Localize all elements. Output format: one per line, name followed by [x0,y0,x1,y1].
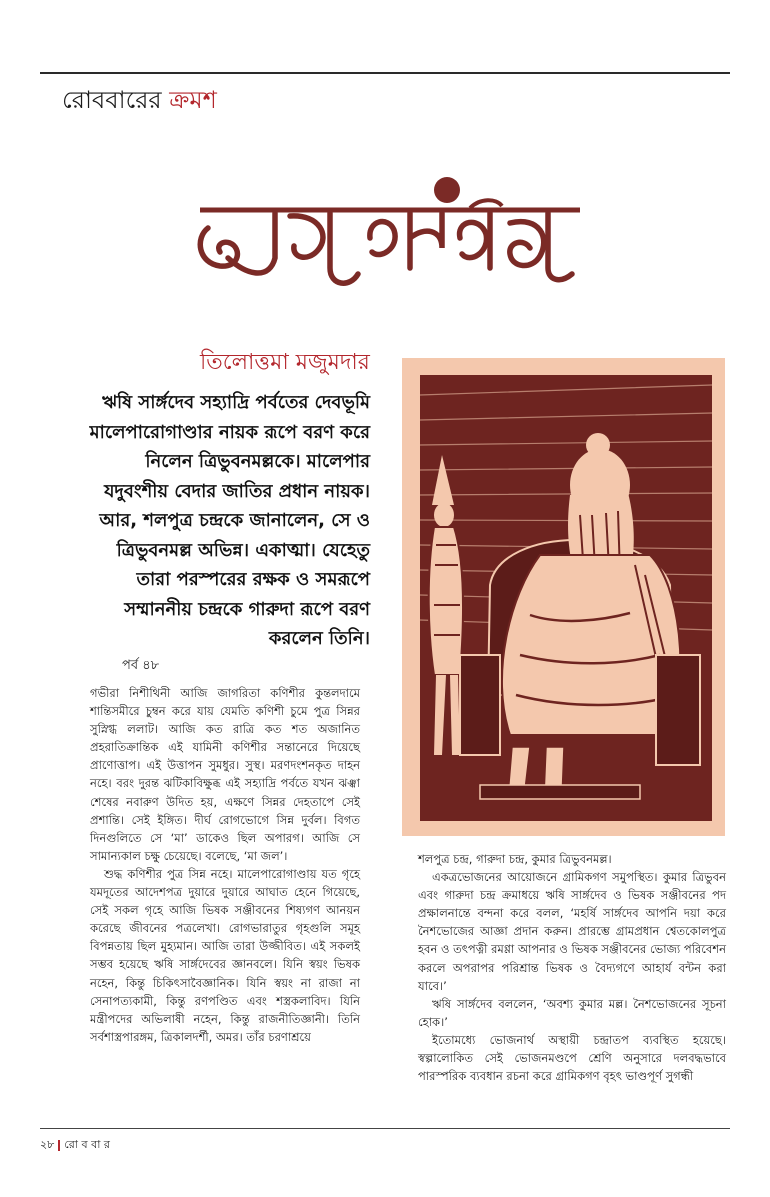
body-column-1 [90,684,360,1046]
intro-text: ঋষি সার্ঙ্গদেব সহ্যাদ্রি পর্বতের দেবভূমি মালেপারোগাণ্ডার নায়ক রূপে বরণ করে নিলেন ত্রিভুবনমল্লকে। মালেপার যদুবংশীয় বেদার জাতির প্রধান নায়ক। আর, শলপুত্র চন্দ্রকে জানালেন, সে ও ত্রিভুবনমল্ল অভিন্ন। একাত্মা। যেহেতু তারা পরস্পরের রক্ষক ও সমরূপে সম্মাননীয় চন্দ্রকে গারুদা রূপে বরণ করলেন তিনি। [89,392,370,649]
paragraph: একত্রভোজনের আয়োজনে গ্রামিকগণ সমুপস্থিত। কুমার ত্রিভুবন এবং গারুদা চন্দ্র ক্রমাধয়ে ঋষি সার্ঙ্গদেব ও ভিষক সঞ্জীবনের পদ প্রক্ষালনান্তে বন্দনা করে বলল, ‘মহর্ষি সার্ঙ্গদেব আপনি দয়া করে নৈশভোজের আজ্ঞা প্রদান করুন। প্রারম্ভে গ্রামপ্রধান শ্বেতকোলপুত্র হবন ও তৎপত্নী রমণ্ণা আপনার ও ভিষক সঞ্জীবনের ভোজ্য পরিবেশন করলে অপরাপর পরিশ্রান্ত ভিষক ও বৈদ্যগণে আহার্য বন্টন করা যাবে।’ [418,870,726,993]
paragraph: শুদ্ধ কণিশীর পুত্র সিন্ন নহে। মালেপারোগাণ্ডায় যত গৃহে যমদূতের আদেশপত্র দুয়ারে দুয়ারে আঘাত হেনে গিয়েছে, সেই সকল গৃহে আজি ভিষক সঞ্জীবনের শিষ্যগণ আনয়ন করেছে জীবনের পত্রলেখা। রোগভারাতুর গৃহগুলি সমূহ বিপন্নতায় ছিল মুহ্যমান। আজি তারা উজ্জীবিত। এই সকলই সম্ভব হয়েছে ঋষি সার্ঙ্গদেবের জ্ঞানবলে। যিনি স্বয়ং ভিষক নহেন, কিন্তু চিকিৎসাবৈজ্ঞানিক। যিনি স্বয়ং না রাজা না সেনাপত্যকামী, কিন্তু রণপণ্ডিত এবং শস্ত্রকলাবিদ। যিনি মন্ত্রীপদের অভিলাষী নহেন, কিন্তু রাজনীতিজ্ঞানী। তিনি সর্বশাস্ত্রপারঙ্গম, ত্রিকালদর্শী, অমর। তাঁর চরণাশ্রয়ে [90,866,360,1044]
footer-rule [40,1128,730,1129]
section-header [62,82,217,122]
footer [40,1136,110,1155]
section-prefix: রোববারের [62,86,162,114]
paragraph: শলপুত্র চন্দ্র, গারুদা চন্দ্র, কুমার ত্রিভুবনমল্ল। [418,852,612,866]
magazine-name: রো ব বা র [64,1138,110,1151]
paragraph: গভীরা নিশীথিনী আজি জাগরিতা কণিশীর কুন্তলদামে শান্তিসমীরে চুম্বন করে যায় যেমতি কণিশী চুমে পুত্র সিন্নর সুস্নিগ্ধ ললাট। আজি কত রাত্রি কত শত অজানিত প্রহরাতিক্রান্তিক এই যামিনী কণিশীর সন্তানেরে দিয়েছে প্রাণোত্তাপ। এই উত্তাপন সুমধুর। সুস্থ। মরণদংশনকৃত দাহন নহে। বরং দুরন্ত ঝটিকাবিক্ষুব্ধ এই সহ্যাদ্রি পর্বতে যখন ঝঞ্ঝা শেষের নবারুণ উদিত হয়, এক্ষণে সিন্নর দেহতাপে সেই প্রশান্তি। সেই ইঙ্গিত। দীর্ঘ রোগভোগে সিন্ন দুর্বল। বিগত দিনগুলিতে সে ‘মা’ ডাকেও ছিল অপারগ। আজি সে সামান্যকাল চক্ষু চেয়েছে। বলেছে, ‘মা জল’। [90,686,360,863]
paragraph: ঋষি সার্ঙ্গদেব বললেন, ‘অবশ্য কুমার মল্ল। নৈশভোজনের সূচনা হোক।’ [418,996,726,1029]
illustration-sage-and-attendant [420,375,712,821]
body-column-2 [418,850,726,1085]
top-rule [40,72,730,74]
paragraph: ইতোমধ্যে ভোজনার্থ অস্থায়ী চন্দ্রাতপ ব্যবস্থিত হয়েছে। স্বল্পালোকিত সেই ভোজনমণ্ডপে শ্রেণি অনুসারে দলবদ্ধভাবে পারস্পরিক ব্যবধান রচনা করে গ্রামিকগণ বৃহৎ ভাণ্ডপূর্ণ সুগন্ধী [418,1032,726,1084]
author-name: তিলোত্তমা মজুমদার [200,350,370,375]
part-label: পর্ব ৪৮ [122,658,160,673]
section-highlight: ক্রমশ [169,86,217,114]
footer-divider [58,1140,60,1151]
page-number: ২৮ [40,1138,55,1151]
title-logo [180,168,600,308]
